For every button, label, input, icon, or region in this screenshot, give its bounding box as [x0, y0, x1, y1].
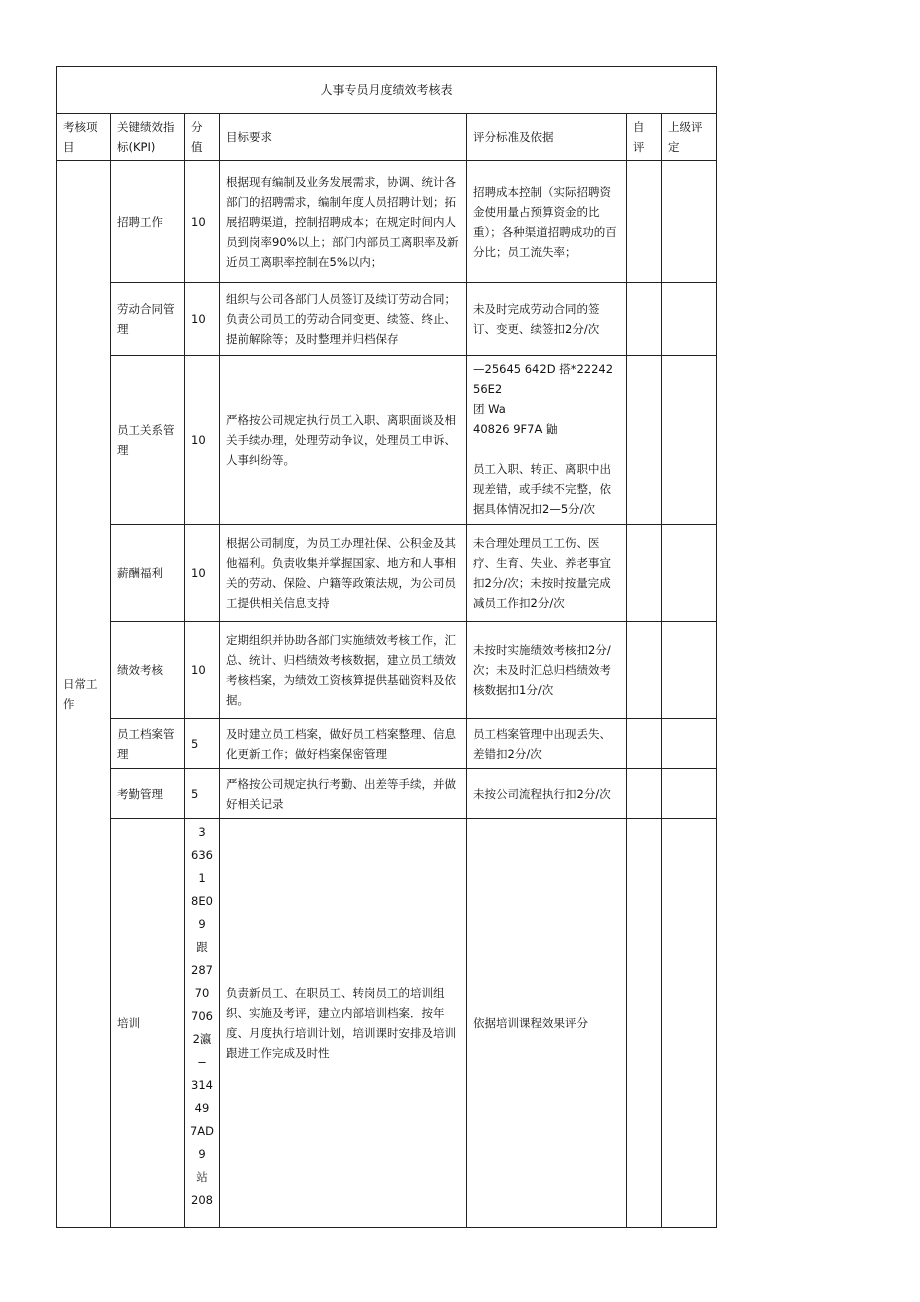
table-row: [57, 356, 717, 525]
superior-eval-cell[interactable]: [662, 356, 717, 525]
score-cell: 10: [185, 283, 220, 356]
superior-eval-cell[interactable]: [662, 525, 717, 622]
goal-cell: 严格按公司规定执行考勤、出差等手续，并做好相关记录: [220, 769, 467, 819]
kpi-cell: 员工档案管理: [111, 719, 185, 769]
self-eval-cell[interactable]: [627, 356, 662, 525]
goal-cell: 定期组织并协助各部门实施绩效考核工作，汇总、统计、归档绩效考核数据，建立员工绩效考核档案，为绩效工资核算提供基础资料及依据。: [220, 622, 467, 719]
table-title: 人事专员月度绩效考核表: [57, 67, 717, 114]
superior-eval-cell[interactable]: [662, 819, 717, 1228]
criteria-cell: —25645 642D 搭*22242 56E2 团 Wa 40826 9F7A 鼬 员工入职、转正、离职中出现差错，或手续不完整，依据具体情况扣2—5分/次: [467, 356, 627, 525]
goal-cell: 严格按公司规定执行员工入职、离职面谈及相关手续办理，处理劳动争议，处理员工申诉、人事纠纷等。: [220, 356, 467, 525]
header-score: 分值: [185, 114, 220, 161]
superior-eval-cell[interactable]: [662, 161, 717, 283]
header-item: 考核项目: [57, 114, 111, 161]
score-cell: 3 636 1 8E0 9 跟 287 70 706 2瀛 − 314 49 7AD 9 站 208: [185, 819, 220, 1228]
kpi-cell: 员工关系管理: [111, 356, 185, 525]
kpi-cell: 考勤管理: [111, 769, 185, 819]
table-row: [57, 819, 717, 1228]
header-superior: 上级评定: [662, 114, 717, 161]
self-eval-cell[interactable]: [627, 769, 662, 819]
goal-cell: 负责新员工、在职员工、转岗员工的培训组织、实施及考评，建立内部培训档案．按年度、月度执行培训计划，培训课时安排及培训跟进工作完成及时性: [220, 819, 467, 1228]
kpi-cell: 薪酬福利: [111, 525, 185, 622]
self-eval-cell[interactable]: [627, 161, 662, 283]
header-self: 自评: [627, 114, 662, 161]
superior-eval-cell[interactable]: [662, 769, 717, 819]
goal-cell: 组织与公司各部门人员签订及续订劳动合同；负责公司员工的劳动合同变更、续签、终止、提前解除等；及时整理并归档保存: [220, 283, 467, 356]
self-eval-cell[interactable]: [627, 819, 662, 1228]
table-row: [57, 525, 717, 622]
criteria-cell: 未按时实施绩效考核扣2分/次；未及时汇总归档绩效考核数据扣1分/次: [467, 622, 627, 719]
score-cell: 5: [185, 769, 220, 819]
self-eval-cell[interactable]: [627, 622, 662, 719]
score-cell: 5: [185, 719, 220, 769]
table-row: [57, 769, 717, 819]
superior-eval-cell[interactable]: [662, 719, 717, 769]
criteria-cell: 未及时完成劳动合同的签订、变更、续签扣2分/次: [467, 283, 627, 356]
superior-eval-cell[interactable]: [662, 622, 717, 719]
table-row: [57, 719, 717, 769]
kpi-cell: 绩效考核: [111, 622, 185, 719]
kpi-cell: 培训: [111, 819, 185, 1228]
superior-eval-cell[interactable]: [662, 283, 717, 356]
category-cell: 日常工作: [57, 161, 111, 1228]
score-cell: 10: [185, 356, 220, 525]
criteria-cell: 依据培训课程效果评分: [467, 819, 627, 1228]
table-row: [57, 283, 717, 356]
self-eval-cell[interactable]: [627, 525, 662, 622]
criteria-cell: 招聘成本控制（实际招聘资金使用量占预算资金的比重）；各种渠道招聘成功的百分比；员工流失率；: [467, 161, 627, 283]
score-cell: 10: [185, 525, 220, 622]
goal-cell: 及时建立员工档案，做好员工档案整理、信息化更新工作；做好档案保密管理: [220, 719, 467, 769]
kpi-table: [56, 66, 717, 1228]
header-kpi: 关键绩效指标(KPI): [111, 114, 185, 161]
self-eval-cell[interactable]: [627, 719, 662, 769]
kpi-cell: 招聘工作: [111, 161, 185, 283]
criteria-cell: 未合理处理员工工伤、医疗、生育、失业、养老事宜扣2分/次；未按时按量完成减员工作扣2分/次: [467, 525, 627, 622]
goal-cell: 根据现有编制及业务发展需求，协调、统计各部门的招聘需求，编制年度人员招聘计划；拓展招聘渠道，控制招聘成本；在规定时间内人员到岗率90%以上；部门内部员工离职率及新近员工离职率控制在5%以内；: [220, 161, 467, 283]
goal-cell: 根据公司制度，为员工办理社保、公积金及其他福利。负责收集并掌握国家、地方和人事相关的劳动、保险、户籍等政策法规，为公司员工提供相关信息支持: [220, 525, 467, 622]
criteria-cell: 未按公司流程执行扣2分/次: [467, 769, 627, 819]
kpi-cell: 劳动合同管理: [111, 283, 185, 356]
score-cell: 10: [185, 622, 220, 719]
self-eval-cell[interactable]: [627, 283, 662, 356]
header-goal: 目标要求: [220, 114, 467, 161]
criteria-cell: 员工档案管理中出现丢失、差错扣2分/次: [467, 719, 627, 769]
score-cell: 10: [185, 161, 220, 283]
table-row: [57, 622, 717, 719]
table-row: [57, 161, 717, 283]
header-criteria: 评分标准及依据: [467, 114, 627, 161]
